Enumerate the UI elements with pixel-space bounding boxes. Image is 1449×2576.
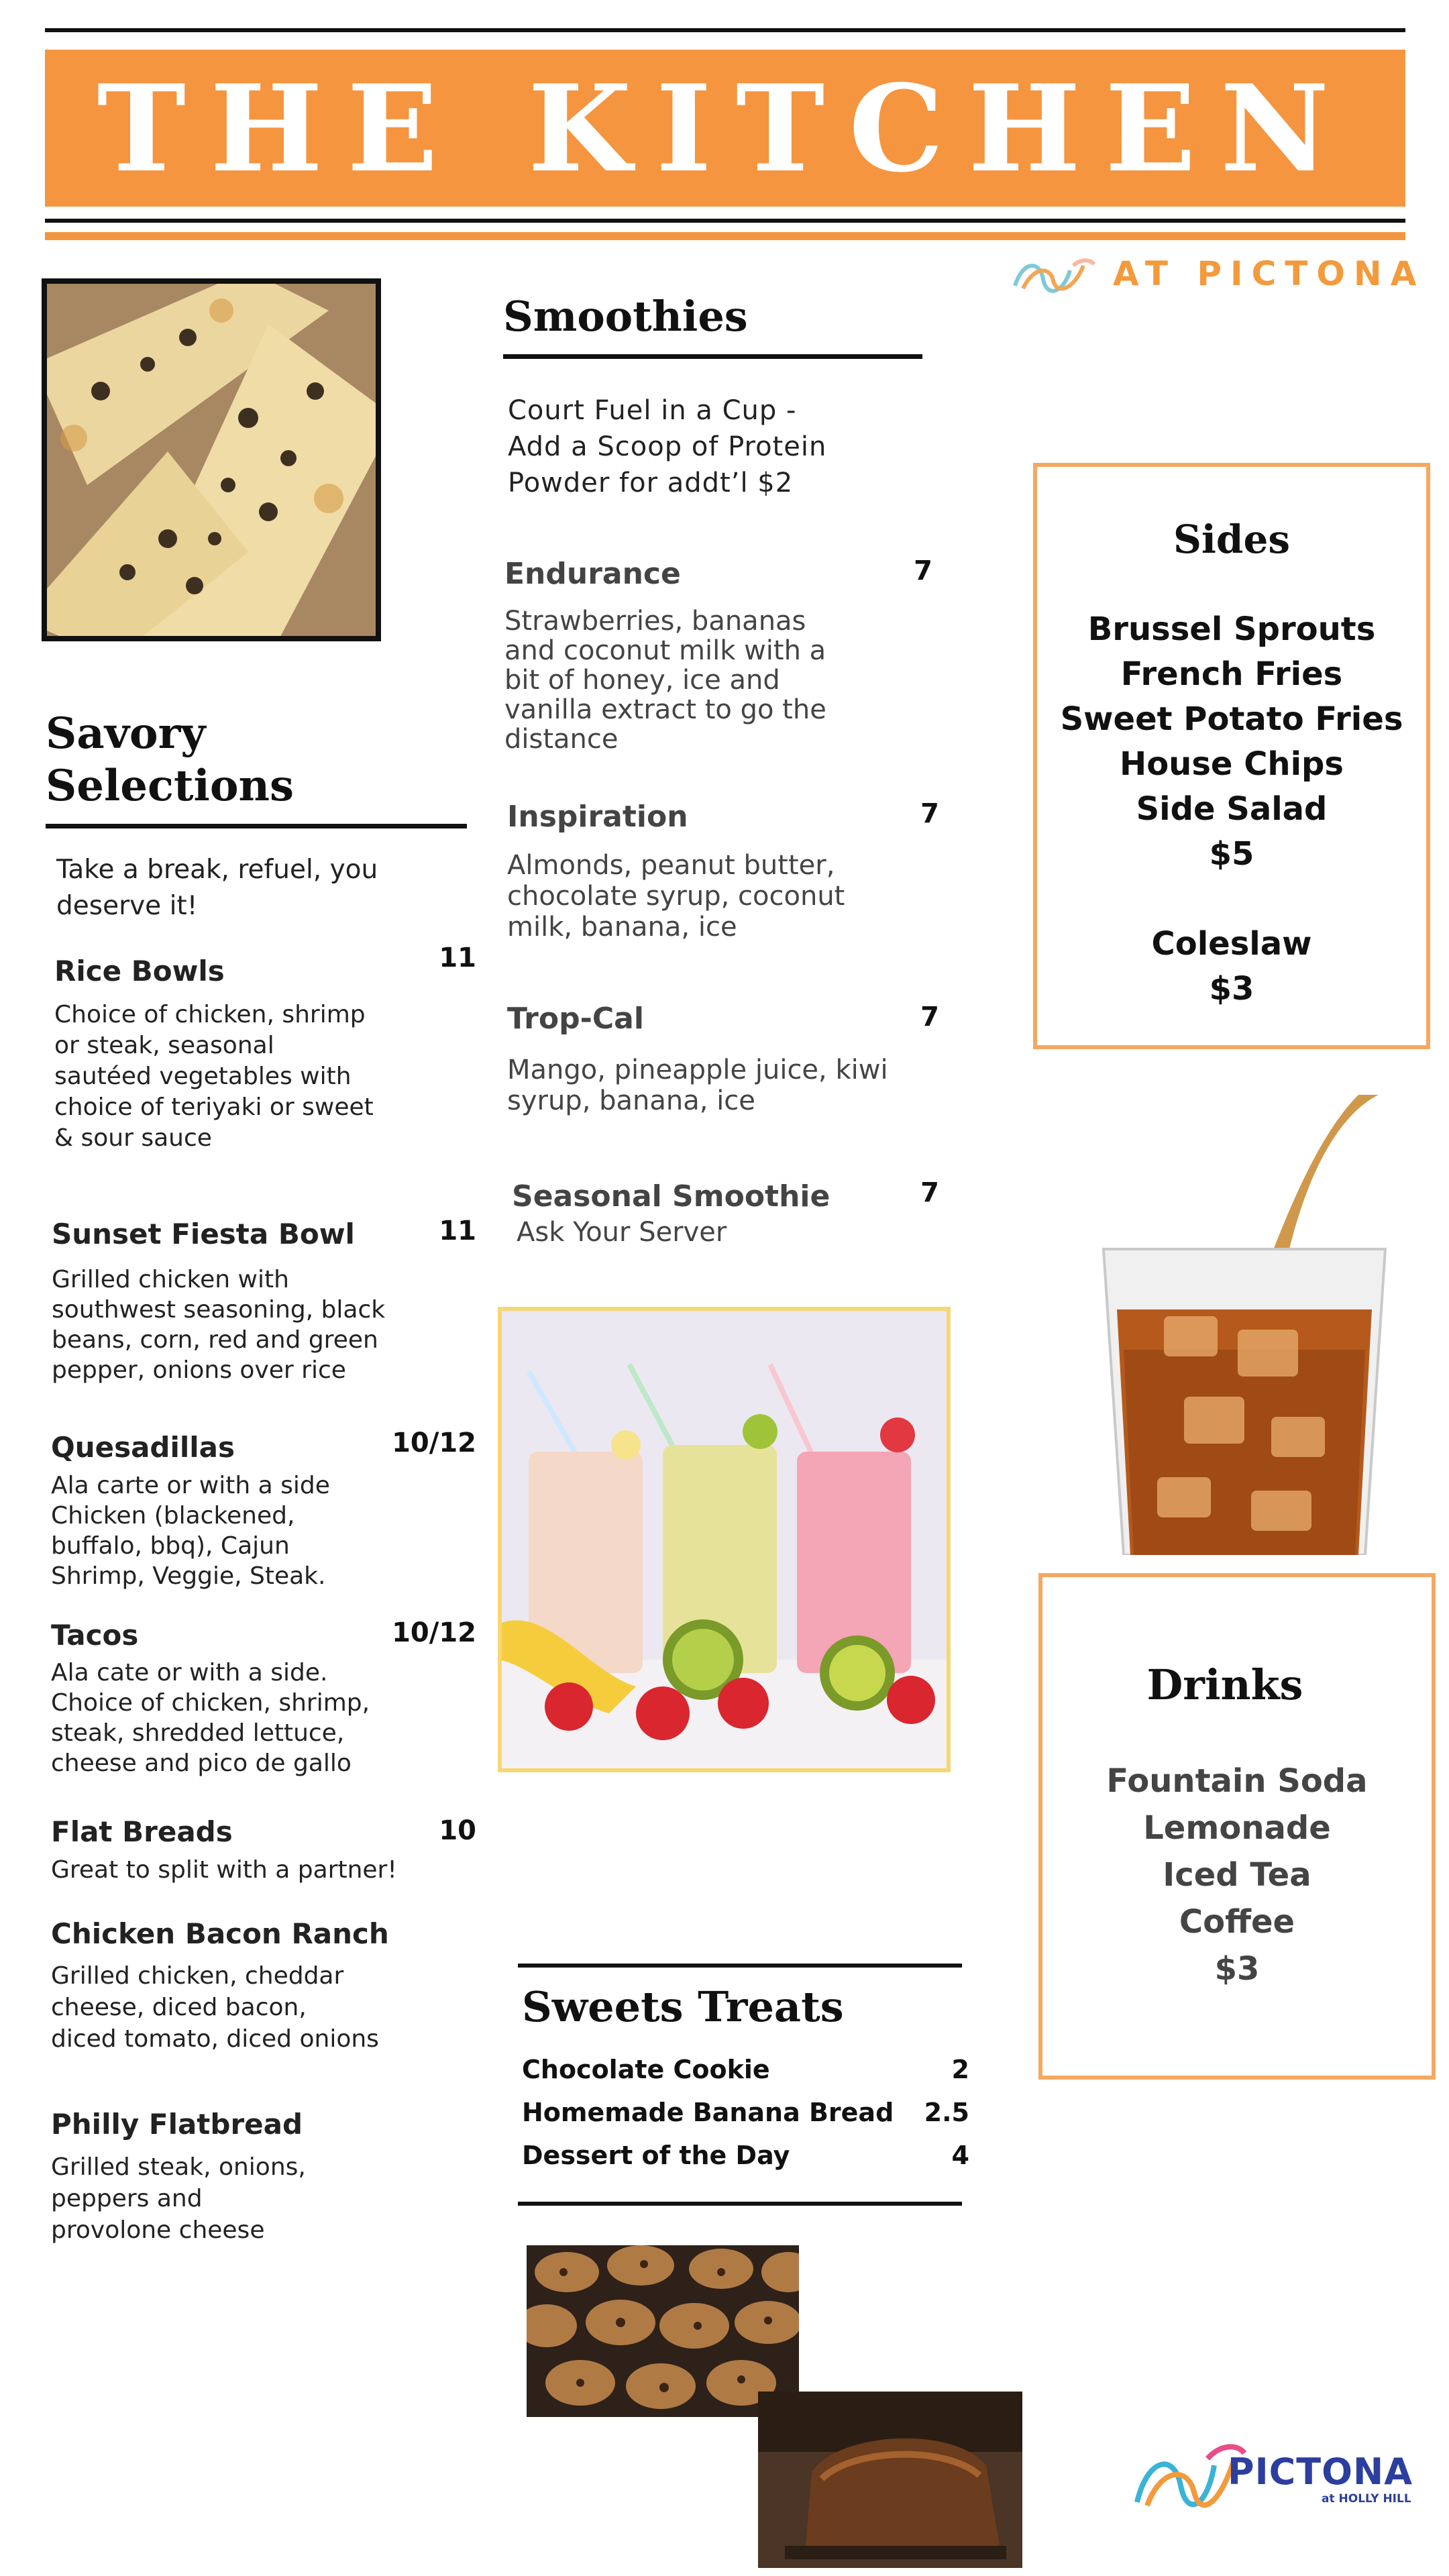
desc-line: Great to split with a partner!	[51, 1856, 397, 1884]
intro-line: Court Fuel in a Cup -	[508, 395, 797, 426]
menu-item-desc	[51, 1470, 330, 1591]
desc-line: Ala cate or with a side.	[51, 1659, 328, 1686]
menu-item-desc	[51, 2151, 306, 2246]
desc-line: chocolate syrup, coconut	[507, 881, 845, 912]
pictona-logo-sub: at HOLLY HILL	[1322, 2492, 1411, 2506]
desc-line: or steak, seasonal	[54, 1032, 274, 1059]
smoothie-name: Seasonal Smoothie	[512, 1179, 830, 1214]
side-item: Side Salad	[1136, 790, 1328, 828]
savory-title-line1: Savory	[46, 708, 206, 759]
desc-line: diced tomato, diced onions	[51, 2025, 379, 2053]
spacer	[1033, 877, 1430, 922]
menu-item-price: 11	[439, 943, 476, 973]
side-price: $5	[1209, 835, 1254, 873]
desc-line: pepper, onions over rice	[52, 1356, 346, 1384]
desc-line: Strawberries, bananas	[504, 606, 806, 637]
desc-line: Shrimp, Veggie, Steak.	[51, 1562, 326, 1590]
smoothies-rule	[503, 354, 922, 359]
menu-item-name: Flat Breads	[51, 1815, 233, 1848]
side-item: House Chips	[1120, 745, 1344, 783]
smoothie-name: Endurance	[504, 557, 681, 591]
smoothies-image	[502, 1311, 947, 1768]
desc-line: Choice of chicken, shrimp,	[51, 1689, 370, 1717]
wave-logo-icon	[1010, 254, 1097, 294]
banana-bread-photo	[758, 2392, 1022, 2568]
flatbread-image	[47, 284, 376, 636]
sweet-price: 4	[951, 2141, 969, 2170]
desc-line: steak, shredded lettuce,	[51, 1719, 345, 1747]
top-rule	[45, 28, 1405, 32]
desc-line: and coconut milk with a	[504, 635, 826, 666]
drink-item: Fountain Soda	[1106, 1762, 1368, 1800]
sweet-price: 2	[951, 2055, 969, 2084]
desc-line: cheese and pico de gallo	[51, 1750, 352, 1777]
sweets-bottom-rule	[518, 2202, 962, 2206]
iced-tea-image	[1083, 1095, 1392, 1555]
flatbread-photo	[42, 278, 381, 641]
drink-item: Lemonade	[1143, 1809, 1331, 1847]
menu-item-price: 10	[439, 1815, 476, 1846]
menu-item-name: Sunset Fiesta Bowl	[52, 1218, 355, 1250]
pictona-logo	[1134, 2438, 1422, 2509]
menu-item-name: Philly Flatbread	[51, 2108, 303, 2141]
menu-item-desc	[51, 1855, 397, 1885]
desc-line: buffalo, bbq), Cajun	[51, 1532, 290, 1560]
smoothie-desc	[504, 606, 826, 754]
drinks-title: Drinks	[1146, 1660, 1303, 1709]
savory-intro-text: Take a break, refuel, you deserve it!	[56, 855, 378, 921]
intro-line: Add a Scoop of Protein	[508, 431, 827, 462]
smoothie-desc	[507, 850, 845, 943]
savory-title-line2: Selections	[46, 761, 294, 811]
smoothie-desc	[517, 1217, 727, 1248]
drink-item: Coffee	[1179, 1903, 1295, 1941]
drink-price: $3	[1214, 1950, 1260, 1988]
drink-item: Iced Tea	[1163, 1856, 1311, 1894]
desc-line: syrup, banana, ice	[507, 1085, 755, 1116]
sub-brand-text: AT PICTONA	[1113, 254, 1426, 293]
page-title: THE KITCHEN	[97, 58, 1354, 199]
header-rule-black	[45, 219, 1405, 223]
menu-item-desc	[54, 1000, 374, 1154]
sides-title: Sides	[1173, 517, 1291, 562]
desc-line: peppers and	[51, 2185, 203, 2212]
menu-item-name: Tacos	[51, 1619, 139, 1652]
savory-title	[46, 708, 294, 812]
desc-line: Grilled chicken, cheddar	[51, 1962, 344, 1990]
sweets-top-rule	[518, 1964, 962, 1968]
smoothie-price: 7	[914, 555, 932, 586]
menu-item-price: 10/12	[392, 1617, 476, 1648]
smoothie-price: 7	[920, 1177, 939, 1208]
side-item: French Fries	[1120, 655, 1343, 693]
menu-item-price: 10/12	[392, 1428, 476, 1458]
desc-line: Chicken (blackened,	[51, 1502, 295, 1529]
desc-line: Mango, pineapple juice, kiwi	[507, 1055, 888, 1085]
desc-line: milk, banana, ice	[507, 912, 737, 943]
desc-line: beans, corn, red and green	[52, 1326, 378, 1354]
menu-item-desc	[52, 1265, 385, 1385]
desc-line: cheese, diced bacon,	[51, 1994, 307, 2021]
side-price: $3	[1209, 970, 1254, 1008]
smoothie-desc	[507, 1055, 888, 1116]
desc-line: choice of teriyaki or sweet	[54, 1093, 374, 1121]
desc-line: Almonds, peanut butter,	[507, 850, 835, 881]
menu-item-name: Quesadillas	[51, 1431, 235, 1464]
desc-line: provolone cheese	[51, 2216, 265, 2244]
menu-item-desc	[51, 1960, 379, 2055]
smoothie-price: 7	[920, 798, 939, 829]
menu-item-name: Chicken Bacon Ranch	[51, 1917, 389, 1950]
savory-intro	[56, 852, 432, 924]
smoothie-name: Inspiration	[507, 800, 688, 834]
smoothie-price: 7	[920, 1002, 939, 1032]
sweet-name: Dessert of the Day	[522, 2141, 790, 2170]
intro-line: Powder for addt’l $2	[508, 468, 794, 498]
menu-item-price: 11	[439, 1216, 476, 1246]
side-item: Brussel Sprouts	[1087, 610, 1376, 648]
smoothies-photo	[498, 1307, 951, 1772]
header-rule-orange	[45, 232, 1405, 240]
banana-bread-image	[758, 2392, 1022, 2568]
side-item: Coleslaw	[1151, 925, 1312, 963]
sweet-price: 2.5	[924, 2098, 969, 2127]
smoothies-intro	[508, 392, 826, 501]
sweets-title: Sweets Treats	[522, 1982, 844, 2031]
desc-line: Ask Your Server	[517, 1217, 727, 1248]
desc-line: Grilled steak, onions,	[51, 2153, 306, 2181]
sub-brand	[1010, 254, 1425, 294]
desc-line: southwest seasoning, black	[52, 1296, 386, 1324]
desc-line: bit of honey, ice and	[504, 665, 780, 696]
title-banner	[45, 50, 1405, 207]
menu-item-name: Rice Bowls	[54, 955, 225, 987]
desc-line: Grilled chicken with	[52, 1266, 289, 1293]
desc-line: & sour sauce	[54, 1124, 212, 1152]
savory-rule	[46, 824, 467, 828]
side-item: Sweet Potato Fries	[1060, 700, 1403, 738]
desc-line: vanilla extract to go the	[504, 694, 826, 725]
sweet-name: Homemade Banana Bread	[522, 2098, 894, 2127]
desc-line: Ala carte or with a side	[51, 1472, 330, 1499]
desc-line: distance	[504, 724, 619, 755]
drinks-list	[1038, 1758, 1436, 1992]
smoothie-name: Trop-Cal	[507, 1002, 644, 1036]
iced-tea-photo	[1083, 1095, 1392, 1555]
sweet-name: Chocolate Cookie	[522, 2055, 770, 2084]
menu-item-desc	[51, 1658, 370, 1778]
sides-list	[1033, 607, 1430, 1012]
desc-line: sautéed vegetables with	[54, 1063, 352, 1090]
pictona-logo-name: PICTONA	[1228, 2451, 1413, 2493]
desc-line: Choice of chicken, shrimp	[54, 1001, 366, 1028]
smoothies-title: Smoothies	[503, 292, 748, 341]
